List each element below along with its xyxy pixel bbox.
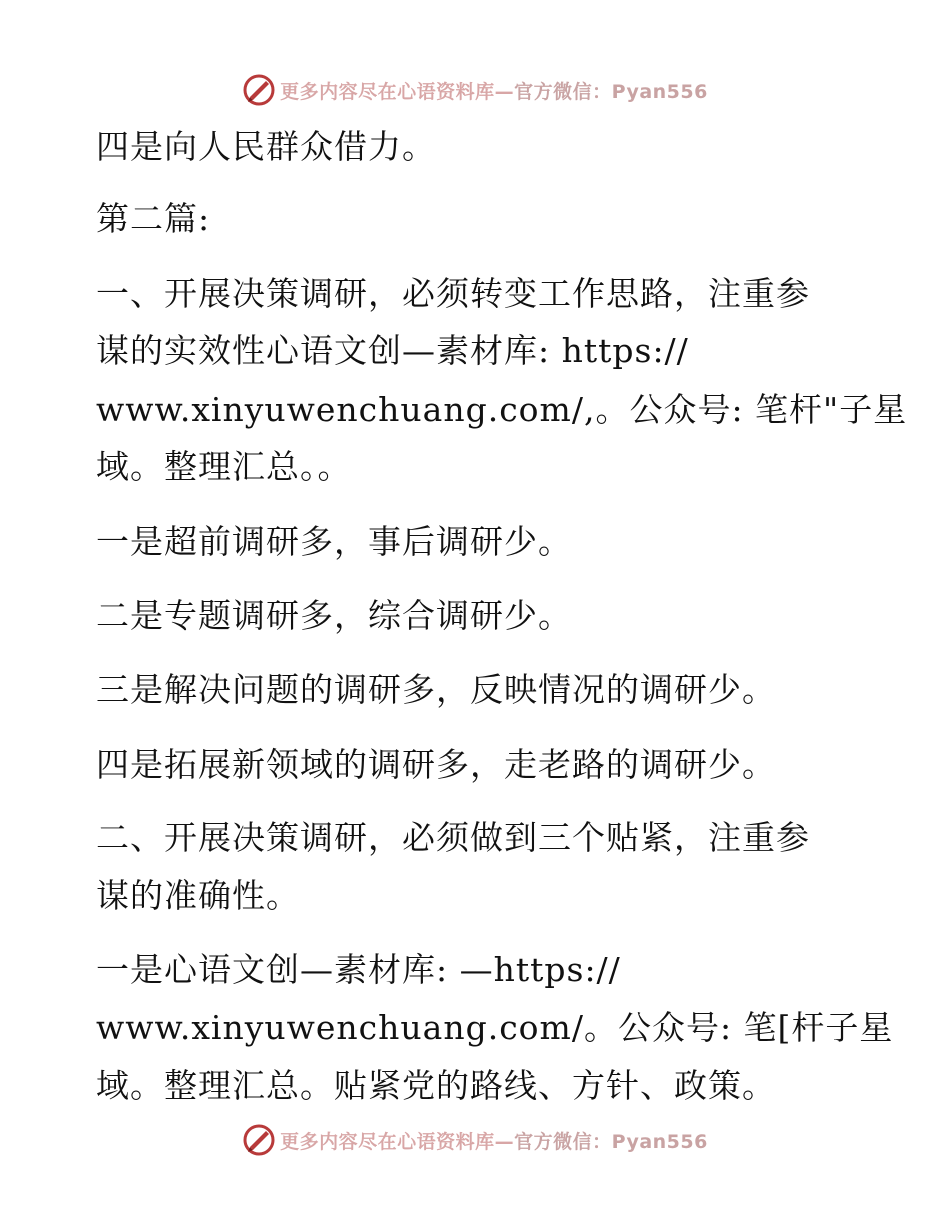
text-line: 一是超前调研多，事后调研少。 (96, 522, 572, 561)
header-banner-text (280, 77, 708, 104)
text-line: 二是专题调研多，综合调研少。 (96, 596, 572, 635)
footer-banner-wechat-label: 官方微信： (514, 1130, 612, 1153)
text-line: 域。整理汇总。贴紧党的路线、方针、政策。 (96, 1066, 776, 1105)
footer-banner-text (280, 1127, 708, 1154)
header-banner-wechat-label: 官方微信： (514, 80, 612, 103)
text-line: 谋的准确性。 (96, 876, 300, 915)
footer-banner (0, 1120, 950, 1160)
header-banner-dash: — (494, 80, 515, 103)
text-line: 四是向人民群众借力。 (96, 127, 436, 166)
text-line: 四是拓展新领域的调研多，走老路的调研少。 (96, 745, 776, 784)
text-line: www.xinyuwenchuang.com/,。公众号: 笔杆"子星 (96, 390, 908, 429)
text-line: 一、开展决策调研，必须转变工作思路，注重参 (96, 274, 810, 313)
text-line: 一是心语文创—素材库: —https:// (96, 950, 621, 989)
text-line: 第二篇: (96, 199, 211, 238)
pen-logo-icon (242, 73, 276, 107)
footer-banner-dash: — (494, 1130, 515, 1153)
text-line: www.xinyuwenchuang.com/。公众号: 笔[杆子星 (96, 1008, 894, 1047)
footer-banner-wechat-id: Pyan556 (611, 1130, 708, 1153)
text-line: 谋的实效性心语文创—素材库: https:// (96, 331, 689, 370)
header-banner-slogan: 更多内容尽在心语资料库 (280, 80, 495, 103)
header-banner (0, 70, 950, 110)
text-line: 三是解决问题的调研多，反映情况的调研少。 (96, 670, 776, 709)
footer-banner-slogan: 更多内容尽在心语资料库 (280, 1130, 495, 1153)
pen-logo-icon (242, 1123, 276, 1157)
text-line: 域。整理汇总。。 (96, 447, 352, 486)
text-line: 二、开展决策调研，必须做到三个贴紧，注重参 (96, 818, 810, 857)
header-banner-wechat-id: Pyan556 (611, 80, 708, 103)
